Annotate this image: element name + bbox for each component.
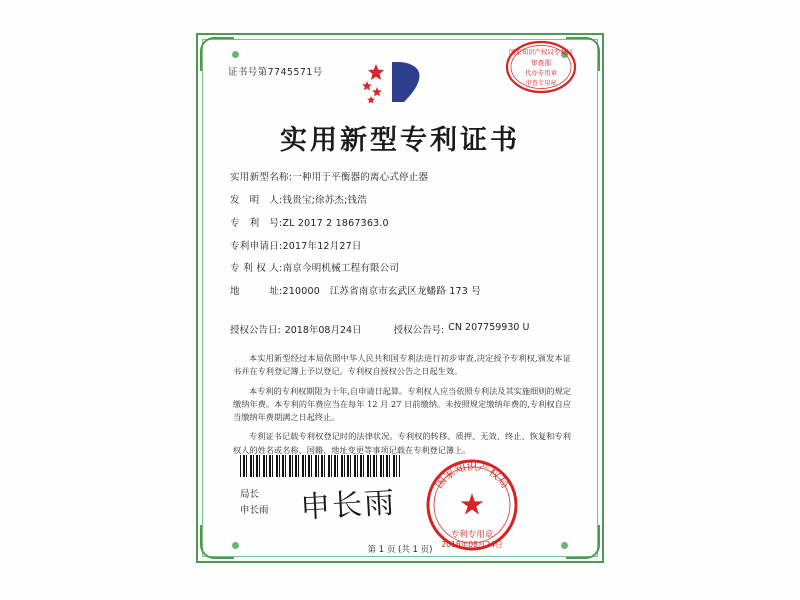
svg-text:代办专用章: 代办专用章 [525, 69, 557, 77]
grant-date-label: 授权公告日: [230, 325, 281, 336]
svg-text:国家知识产权局专利局: 国家知识产权局专利局 [509, 48, 573, 56]
cnipa-logo-icon [362, 58, 440, 106]
field-label: 专 利 权 人: [230, 263, 283, 275]
director-name: 申长雨 [240, 505, 269, 517]
field-label: 专 利 号: [230, 217, 283, 229]
field-value: 南京今明机械工程有限公司 [282, 263, 400, 275]
field-label: 发 明 人: [230, 194, 283, 206]
field-row [230, 286, 574, 298]
field-value: 210000 江苏省南京市玄武区龙蟠路 173 号 [282, 286, 481, 298]
field-value: 2017年12月27日 [282, 240, 362, 252]
field-row [230, 172, 574, 184]
certificate-serial-number: 证书号第7745571号 [228, 67, 323, 78]
field-row [230, 218, 574, 230]
field-label: 专利申请日: [230, 240, 283, 252]
page-number: 第 1 页 (共 1 页) [367, 545, 433, 555]
body-paragraph: 专利证书记载专利权登记时的法律状况。专利权的转移、质押、无效、终止、恢复和专利权人的姓名或名称、国籍、地址变更等事项记载在专利登记簿上。 [233, 431, 571, 455]
certificate-body-text [233, 352, 571, 463]
certificate-barcode [240, 455, 400, 477]
director-block [240, 487, 269, 519]
svg-text:2018年08月24日: 2018年08月24日 [441, 540, 503, 549]
official-seal-bottom [424, 457, 520, 553]
director-title-label: 局长 [240, 489, 260, 500]
svg-text:审查专用章: 审查专用章 [525, 80, 557, 87]
field-label: 地 址: [230, 286, 283, 298]
certificate-fields [230, 172, 574, 309]
corner-dot [232, 51, 239, 58]
director-signature: 申长雨 [299, 485, 398, 526]
field-row [230, 263, 574, 275]
svg-text:国家知识产权局: 国家知识产权局 [432, 460, 512, 491]
certificate-title: 实用新型专利证书 [280, 125, 520, 156]
field-value: ZL 2017 2 1867363.0 [282, 217, 389, 229]
examination-seal-top-right [504, 39, 578, 95]
field-value: 一种用于平衡器的离心式停止器 [292, 172, 429, 183]
svg-text:审查部: 审查部 [530, 59, 552, 67]
grant-number-value: CN 207759930 U [448, 322, 530, 333]
svg-text:专利专用章: 专利专用章 [450, 530, 494, 540]
field-row [230, 241, 574, 253]
field-row [230, 195, 574, 207]
grant-number-label: 授权公告号: [393, 325, 445, 336]
grant-date-value: 2018年08月24日 [284, 325, 362, 336]
body-paragraph: 本实用新型经过本局依照中华人民共和国专利法进行初步审查,决定授予专利权,颁发本证书并在专利登记簿上予以登记。专利权自授权公告之日起生效。 [233, 353, 571, 377]
body-paragraph: 本专利的专利权期限为十年,自申请日起算。专利权人应当依照专利法及其实施细则的规定缴纳年费。本专利的年费应当在每年 12 月 27 日前缴纳。未按照规定缴纳年费的,专利权自应当缴纳年费期满之日起终止。 [233, 385, 571, 423]
field-label: 实用新型名称: [230, 172, 293, 183]
field-value: 钱贵宝;徐苏杰;钱浩 [282, 194, 367, 206]
grant-info-row [230, 322, 578, 336]
